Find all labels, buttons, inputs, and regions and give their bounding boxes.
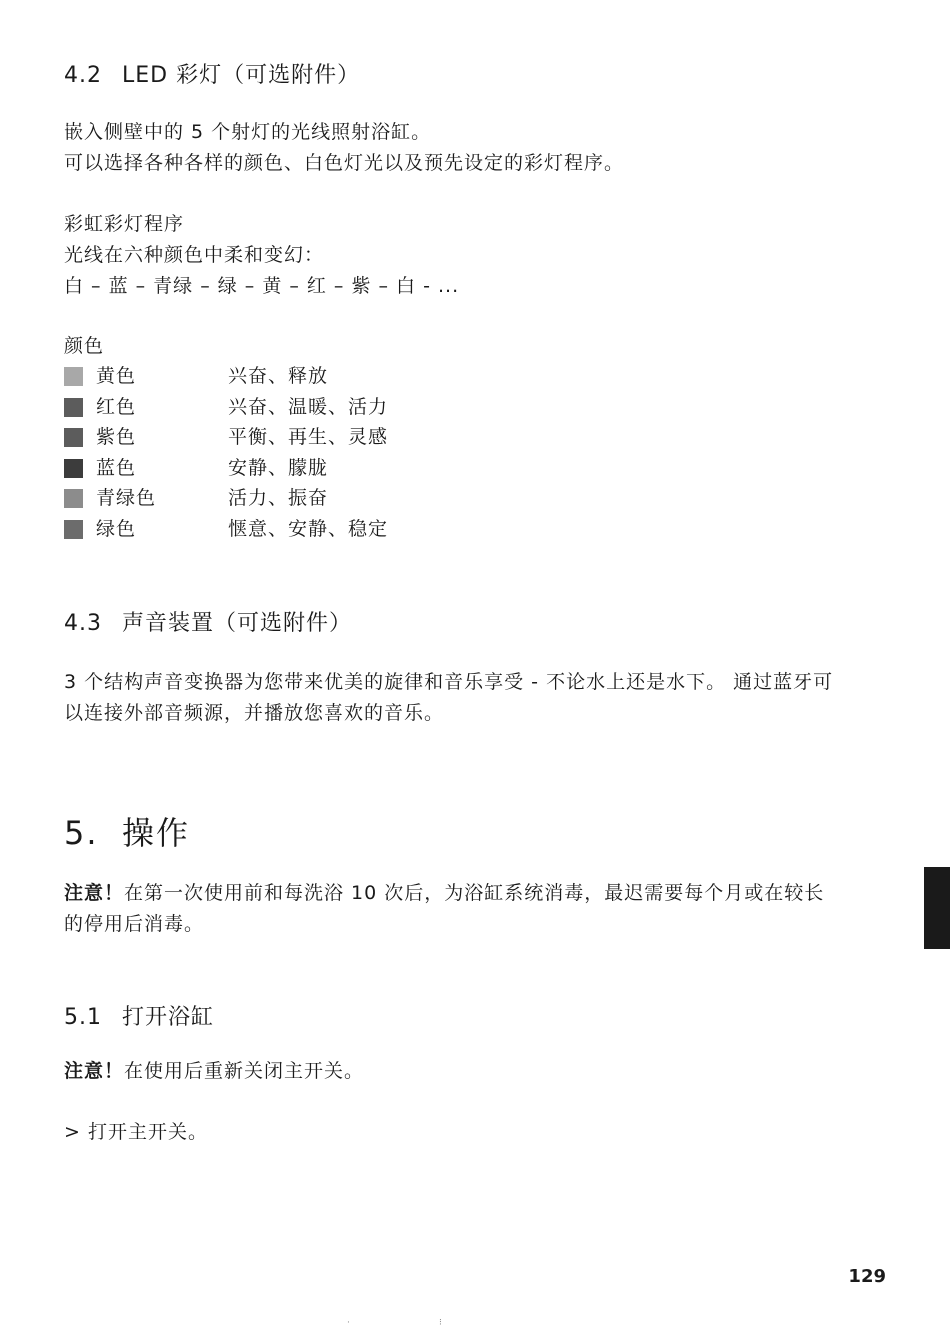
color-name: 青绿色 [96, 487, 157, 509]
note-label: 注意！ [64, 882, 125, 904]
section-4-3-heading [64, 606, 352, 637]
note-text: 在第一次使用前和每洗浴 10 次后，为浴缸系统消毒，最迟需要每个月或在较长 [124, 882, 825, 904]
color-effect: 活力、振奋 [228, 487, 329, 509]
instruction-step: > 打开主开关。 [64, 1121, 208, 1143]
color-name: 紫色 [96, 426, 137, 448]
rainbow-program [64, 209, 459, 302]
paragraph-line: 嵌入侧壁中的 5 个射灯的光线照射浴缸。 [64, 121, 432, 143]
color-effect: 平衡、再生、灵感 [228, 426, 389, 448]
color-swatch [64, 367, 83, 386]
color-swatch [64, 459, 83, 478]
switch-note [64, 1056, 364, 1087]
page-number: 129 [848, 1266, 886, 1287]
section-number: 4.3 [64, 611, 102, 636]
rainbow-title: 彩虹彩灯程序 [64, 213, 185, 235]
color-swatch [64, 520, 83, 539]
paragraph-line: 可以选择各种各样的颜色、白色灯光以及预先设定的彩灯程序。 [64, 152, 625, 174]
color-swatch [64, 489, 83, 508]
rainbow-sequence: 白 – 蓝 – 青绿 – 绿 – 黄 – 红 – 紫 – 白 - ... [64, 275, 460, 297]
note-label: 注意！ [64, 1060, 125, 1082]
section-number: 4.2 [64, 63, 102, 88]
color-effect: 惬意、安静、稳定 [228, 517, 389, 540]
section-number: 5. [64, 814, 99, 852]
color-swatch [64, 398, 83, 417]
note-text: 的停用后消毒。 [64, 913, 205, 935]
section-title: 声音装置（可选附件） [122, 611, 353, 636]
paragraph-line: 3 个结构声音变换器为您带来优美的旋律和音乐享受 - 不论水上还是水下。 通过蓝牙可 [64, 671, 834, 693]
section-5-heading [64, 808, 190, 854]
section-title: 操作 [122, 814, 191, 852]
section-title: LED 彩灯（可选附件） [122, 63, 361, 88]
section-number: 5.1 [64, 1005, 102, 1030]
rainbow-description: 光线在六种颜色中柔和变幻： [64, 244, 325, 266]
color-effect: 安静、朦胧 [228, 456, 329, 479]
colors-heading: 颜色 [64, 335, 105, 357]
color-name: 蓝色 [96, 456, 137, 479]
section-4-2-heading [64, 58, 360, 89]
paragraph-line: 以连接外部音频源，并播放您喜欢的音乐。 [64, 702, 445, 724]
crop-mark: ⁝ [439, 1318, 442, 1328]
chapter-tab [924, 867, 950, 949]
color-effect: 兴奋、释放 [228, 365, 329, 387]
note-text: 在使用后重新关闭主开关。 [124, 1060, 365, 1082]
color-swatch [64, 428, 83, 447]
sound-description [64, 667, 833, 729]
color-effect: 兴奋、温暖、活力 [228, 395, 389, 418]
color-name: 黄色 [96, 365, 137, 387]
disinfect-note [64, 878, 824, 940]
color-name: 绿色 [96, 517, 137, 540]
section-5-1-heading [64, 1000, 214, 1031]
crop-mark: · [347, 1318, 350, 1328]
led-description [64, 117, 624, 179]
color-name: 红色 [96, 395, 137, 418]
section-title: 打开浴缸 [122, 1005, 215, 1030]
